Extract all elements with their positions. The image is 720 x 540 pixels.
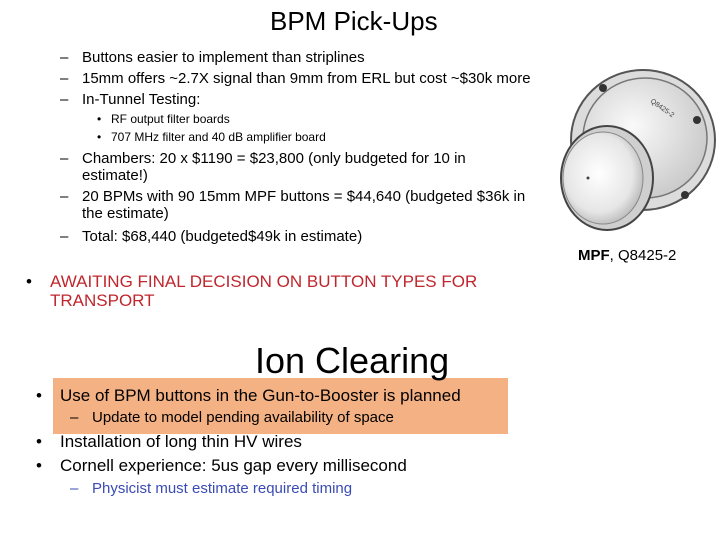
list-item: – Chambers: 20 x $1190 = $23,800 (only budgeted for 10 in (60, 150, 466, 167)
page-title: BPM Pick-Ups (270, 6, 438, 36)
list-item: – 15mm offers ~2.7X signal than 9mm from ERL but cost ~$30k more (60, 70, 531, 87)
list-item-continuation: the estimate) (82, 205, 169, 222)
list-item: – Update to model pending availability of space (70, 409, 394, 426)
list-item: • Use of BPM buttons in the Gun-to-Booster is planned (36, 386, 461, 405)
list-item-continuation: estimate!) (82, 167, 148, 184)
bpm-button-image (555, 60, 720, 240)
list-item: – In-Tunnel Testing: (60, 91, 201, 108)
list-item: – Total: $68,440 (budgeted$49k in estimate) (60, 228, 363, 245)
image-caption: MPF, Q8425-2 (578, 247, 677, 264)
list-item: – 20 BPMs with 90 15mm MPF buttons = $44,640 (budgeted $36k in (60, 188, 526, 205)
list-item: – Physicist must estimate required timing (70, 480, 353, 497)
list-item: • Installation of long thin HV wires (36, 432, 302, 451)
section-title: Ion Clearing (255, 340, 450, 381)
alert-item-continuation: TRANSPORT (50, 291, 155, 310)
list-item: – Buttons easier to implement than striplines (60, 49, 365, 66)
svg-text:Q8425-2: Q8425-2 (648, 97, 676, 120)
list-item: • Cornell experience: 5us gap every millisecond (36, 456, 407, 475)
alert-item: • AWAITING FINAL DECISION ON BUTTON TYPES FOR (26, 272, 478, 291)
list-item: • 707 MHz filter and 40 dB amplifier board (97, 130, 326, 144)
list-item: • RF output filter boards (97, 112, 230, 126)
